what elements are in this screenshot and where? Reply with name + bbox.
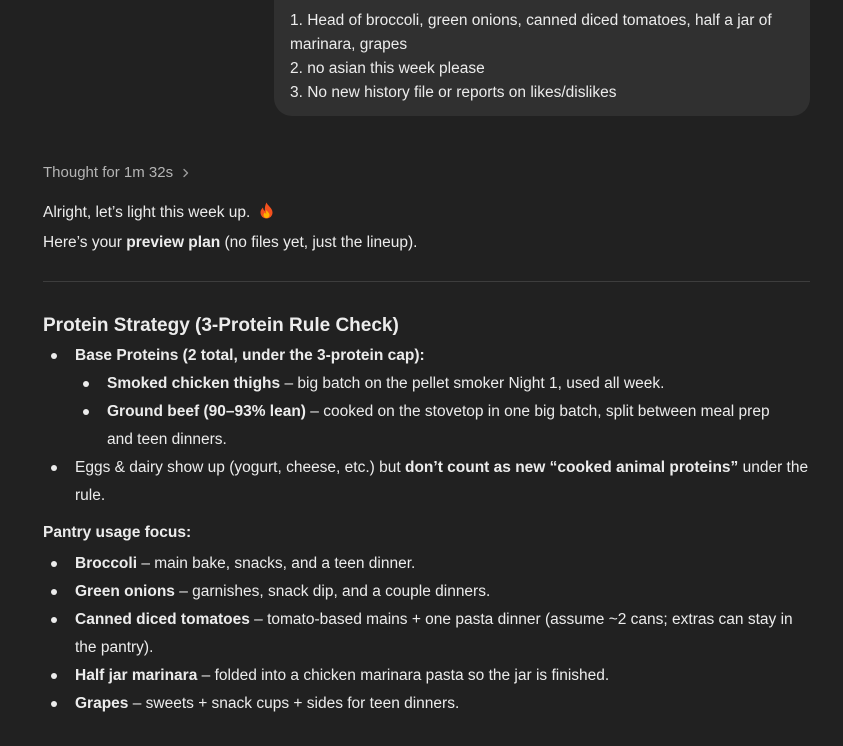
pantry-item-desc: – tomato-based mains + one pasta dinner (assume ~2 cans; extras can stay in: [249, 611, 793, 628]
eggs-post: under the: [738, 459, 809, 476]
bullet-icon: [51, 465, 57, 471]
thought-toggle[interactable]: [43, 162, 191, 184]
user-message-line: 2. no asian this week please: [290, 60, 485, 77]
protein-name: Smoked chicken thighs: [107, 375, 281, 392]
protein-name: Ground beef (90–93% lean): [107, 403, 306, 420]
user-message-bubble: [274, 0, 810, 116]
thought-label: Thought for 1m 32s: [43, 164, 174, 181]
assistant-intro: [43, 199, 417, 257]
chevron-right-icon: [181, 168, 191, 178]
pantry-item-name: Half jar marinara: [75, 667, 198, 684]
preview-plan-emphasis: preview plan: [126, 234, 221, 251]
base-proteins-title: Base Proteins (2 total, under the 3-protein cap):: [75, 347, 425, 364]
user-message-line: 1. Head of broccoli, green onions, canned diced tomatoes, half a jar of: [290, 12, 772, 29]
pantry-item-desc: – sweets + snack cups + sides for teen dinners.: [128, 695, 460, 712]
pantry-item-name: Broccoli: [75, 555, 138, 572]
pantry-heading: Pantry usage focus:: [43, 524, 192, 541]
bullet-icon: [83, 381, 89, 387]
user-message-line: marinara, grapes: [290, 36, 408, 53]
pantry-item-desc: – garnishes, snack dip, and a couple dinners.: [174, 583, 491, 600]
bullet-icon: [51, 617, 57, 623]
pantry-item-desc: – folded into a chicken marinara pasta so the jar is finished.: [197, 667, 610, 684]
pantry-item-desc: – main bake, snacks, and a teen dinner.: [137, 555, 416, 572]
bullet-icon: [83, 409, 89, 415]
user-message-line: 3. No new history file or reports on likes/dislikes: [290, 84, 617, 101]
pantry-item-desc-cont: the pantry).: [75, 639, 154, 656]
bullet-icon: [51, 353, 57, 359]
bullet-icon: [51, 561, 57, 567]
eggs-cont: rule.: [75, 487, 106, 504]
intro-line-2-post: (no files yet, just the lineup).: [220, 234, 418, 251]
pantry-item-name: Green onions: [75, 583, 175, 600]
section-heading: Protein Strategy (3-Protein Rule Check): [43, 315, 399, 336]
protein-desc-cont: and teen dinners.: [107, 431, 227, 448]
pantry-item-name: Canned diced tomatoes: [75, 611, 250, 628]
eggs-bold: don’t count as new “cooked animal proteins”: [404, 459, 739, 476]
protein-desc: – big batch on the pellet smoker Night 1, used all week.: [280, 375, 665, 392]
section-divider: [43, 281, 810, 282]
bullet-icon: [51, 673, 57, 679]
eggs-pre: Eggs & dairy show up (yogurt, cheese, etc.) but: [75, 459, 405, 476]
protein-desc: – cooked on the stovetop in one big batch, split between meal prep: [305, 403, 770, 420]
bullet-icon: [51, 589, 57, 595]
intro-line-2-pre: Here’s your: [43, 234, 127, 251]
fire-emoji-icon: [259, 201, 274, 229]
pantry-item-name: Grapes: [75, 695, 129, 712]
bullet-icon: [51, 701, 57, 707]
intro-line-1: Alright, let’s light this week up.: [43, 204, 251, 221]
